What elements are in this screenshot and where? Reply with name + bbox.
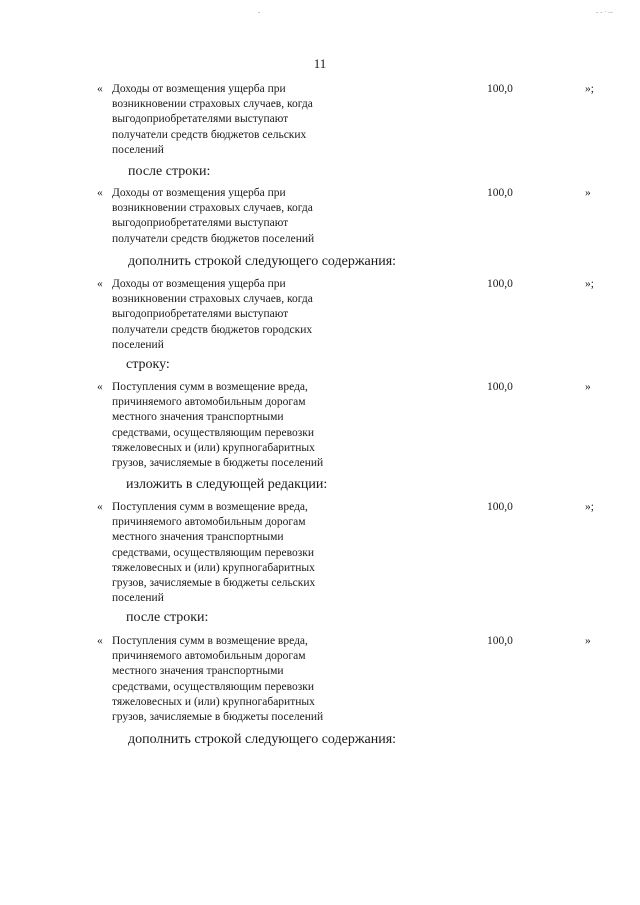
closing-quote: »;	[585, 83, 594, 95]
opening-quote: «	[97, 501, 103, 513]
instruction-line: после строки:	[128, 164, 211, 179]
entry-description: Доходы от возмещения ущерба при возникновении страховых случаев, когда выгодоприобретателями выступают получатели средств бюджетов сельских поселений	[112, 83, 313, 156]
entry-amount: 100,0	[487, 83, 513, 95]
entry-amount: 100,0	[487, 501, 513, 513]
instruction-line: дополнить строкой следующего содержания:	[128, 254, 397, 269]
entry-amount: 100,0	[487, 187, 513, 199]
opening-quote: «	[97, 187, 103, 199]
instruction-line: после строки:	[126, 610, 209, 625]
instruction-line: строку:	[126, 357, 170, 372]
instruction-line: изложить в следующей редакции:	[126, 477, 328, 492]
entry-amount: 100,0	[487, 635, 513, 647]
opening-quote: «	[97, 278, 103, 290]
closing-quote: »	[585, 381, 591, 393]
page-number: 11	[313, 56, 327, 71]
instruction-line: дополнить строкой следующего содержания:	[128, 732, 397, 747]
entry-description: Доходы от возмещения ущерба при возникновении страховых случаев, когда выгодоприобретателями выступают получатели средств бюджетов городских поселений	[112, 278, 313, 351]
closing-quote: »	[585, 635, 591, 647]
entry-description: Доходы от возмещения ущерба при возникновении страховых случаев, когда выгодоприобретателями выступают получатели средств бюджетов поселений	[112, 187, 315, 245]
opening-quote: «	[97, 83, 103, 95]
scan-mark-right: - - · --	[596, 8, 613, 16]
scan-mark-center: -	[258, 8, 261, 16]
entry-amount: 100,0	[487, 278, 513, 290]
entry-amount: 100,0	[487, 381, 513, 393]
entry-description: Поступления сумм в возмещение вреда, причиняемого автомобильным дорогам местного значения транспортными средствами, осуществляющим перевозки тяжеловесных и (или) крупногабаритных грузов, зачисляемые в бюджеты поселений	[112, 381, 324, 470]
opening-quote: «	[97, 381, 103, 393]
closing-quote: »	[585, 187, 591, 199]
closing-quote: »;	[585, 278, 594, 290]
opening-quote: «	[97, 635, 103, 647]
closing-quote: »;	[585, 501, 594, 513]
entry-description: Поступления сумм в возмещение вреда, причиняемого автомобильным дорогам местного значения транспортными средствами, осуществляющим перевозки тяжеловесных и (или) крупногабаритных грузов, зачисляемые в бюджеты поселений	[112, 635, 324, 724]
entry-description: Поступления сумм в возмещение вреда, причиняемого автомобильным дорогам местного значения транспортными средствами, осуществляющим перевозки тяжеловесных и (или) крупногабаритных грузов, зачисляемые в бюджеты сельских поселений	[112, 501, 316, 605]
